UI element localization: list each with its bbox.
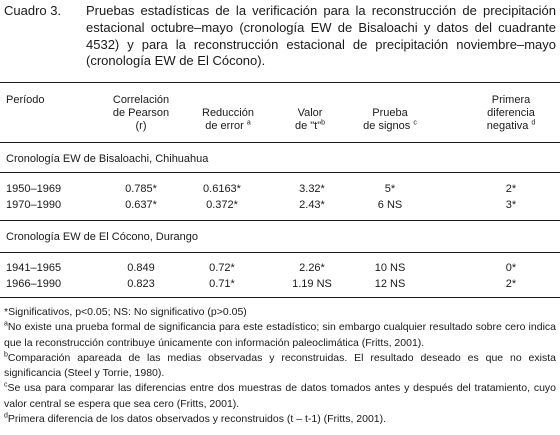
header-reduccion-line2: de error $^a$ (205, 119, 251, 132)
cell-primera-diferencia: 2* (505, 183, 517, 195)
header-primera-diferencia (466, 94, 556, 133)
table-caption (4, 3, 556, 70)
cell-primera-diferencia: 0* (505, 262, 517, 274)
footnote-mark-d: d (531, 119, 536, 127)
footnote-a: $^a$No existe una prueba formal de significancia para este estadístico; sin embargo cualquier resultado sobre cero indica que la reconstrucción contribuye únicamente con información paleoclimática (Fritts, 2001). (4, 320, 556, 349)
header-correlacion-line1: Correlación (112, 94, 170, 106)
header-primera-line3: negativa $^d$ (486, 119, 536, 132)
cell-valor-t: 2.43* (299, 199, 325, 211)
section-rule-1 (0, 172, 560, 173)
cell-reduccion: 0.72* (209, 262, 235, 274)
header-prueba-signos (350, 107, 430, 133)
header-periodo: Período (6, 94, 45, 106)
cell-periodo: 1966–1990 (6, 278, 62, 290)
header-correlacion (96, 94, 186, 133)
footnote-mark-a: a (246, 119, 251, 127)
cell-r: 0.637* (125, 199, 157, 211)
cell-r: 0.785* (125, 183, 157, 195)
cell-reduccion: 0.71* (209, 278, 235, 290)
caption-label: Cuadro 3. (4, 3, 62, 18)
header-primera-line2: diferencia (487, 107, 535, 119)
header-primera-line1: Primera (491, 94, 531, 106)
footnote-b: $^b$Comparación apareada de las medias observadas y reconstruidas. El resultado deseado es que no exista significancia (Steel y Torrie, 1980). (4, 351, 556, 380)
footnote-mark-b: b (321, 119, 326, 127)
header-valor-t (280, 107, 340, 133)
footnote-significance: *Significativos, p<0.05; NS: No significativo (p>0.05) (4, 306, 247, 318)
table-bottom-rule (0, 297, 560, 298)
cell-r: 0.823 (127, 278, 155, 290)
cell-prueba-signos: 5* (384, 183, 396, 195)
cell-reduccion: 0.6163* (203, 183, 241, 195)
caption-text: Pruebas estadísticas de la verificación para la reconstrucción de precipitación estacional octubre–mayo (cronología EW de Bisaloachi y datos del cuadrante 4532) y para la reconstrucción estacional de precipitación noviembre–mayo (cronología EW de El Cócono). (86, 3, 556, 69)
section-rule-3 (0, 252, 560, 253)
footnote-c: $^c$Se usa para comparar las diferencias entre dos muestras de datos tomados antes y después del tratamiento, cuyo valor central se espera que sea cero (Fritts, 2001). (4, 381, 556, 410)
header-correlacion-line2: de Pearson (112, 107, 170, 119)
cell-primera-diferencia: 3* (505, 199, 517, 211)
footnote-mark-c: c (413, 119, 417, 127)
cell-prueba-signos: 10 NS (374, 262, 406, 274)
cell-periodo: 1950–1969 (6, 183, 62, 195)
cell-valor-t: 2.26* (299, 262, 325, 274)
header-correlacion-line3: (r) (135, 120, 147, 132)
section-title-bisaloachi: Cronología EW de Bisaloachi, Chihuahua (6, 153, 209, 165)
header-rule (0, 142, 560, 143)
section-rule-2 (0, 220, 560, 221)
cell-prueba-signos: 6 NS (377, 199, 403, 211)
footnote-d: $^d$Primera diferencia de los datos observados y reconstruidos (t – t-1) (Fritts, 2001). (4, 412, 387, 426)
cell-reduccion: 0.372* (206, 199, 238, 211)
cell-periodo: 1941–1965 (6, 262, 62, 274)
cell-periodo: 1970–1990 (6, 199, 62, 211)
header-reduccion (186, 107, 270, 133)
header-reduccion-line1: Reducción (202, 107, 254, 119)
table-top-rule (0, 82, 560, 83)
header-valor-line1: Valor (297, 107, 323, 119)
cell-valor-t: 3.32* (299, 183, 325, 195)
header-prueba-line2: de signos $^c$ (363, 119, 417, 132)
section-title-el-cocono: Cronología EW de El Cócono, Durango (6, 231, 198, 243)
cell-primera-diferencia: 2* (505, 278, 517, 290)
cell-valor-t: 1.19 NS (292, 278, 332, 290)
header-valor-line2: de "t"$^b$ (294, 119, 326, 132)
cell-prueba-signos: 12 NS (374, 278, 406, 290)
cell-r: 0.849 (127, 262, 155, 274)
header-prueba-line1: Prueba (372, 107, 408, 119)
footnotes (4, 305, 556, 427)
